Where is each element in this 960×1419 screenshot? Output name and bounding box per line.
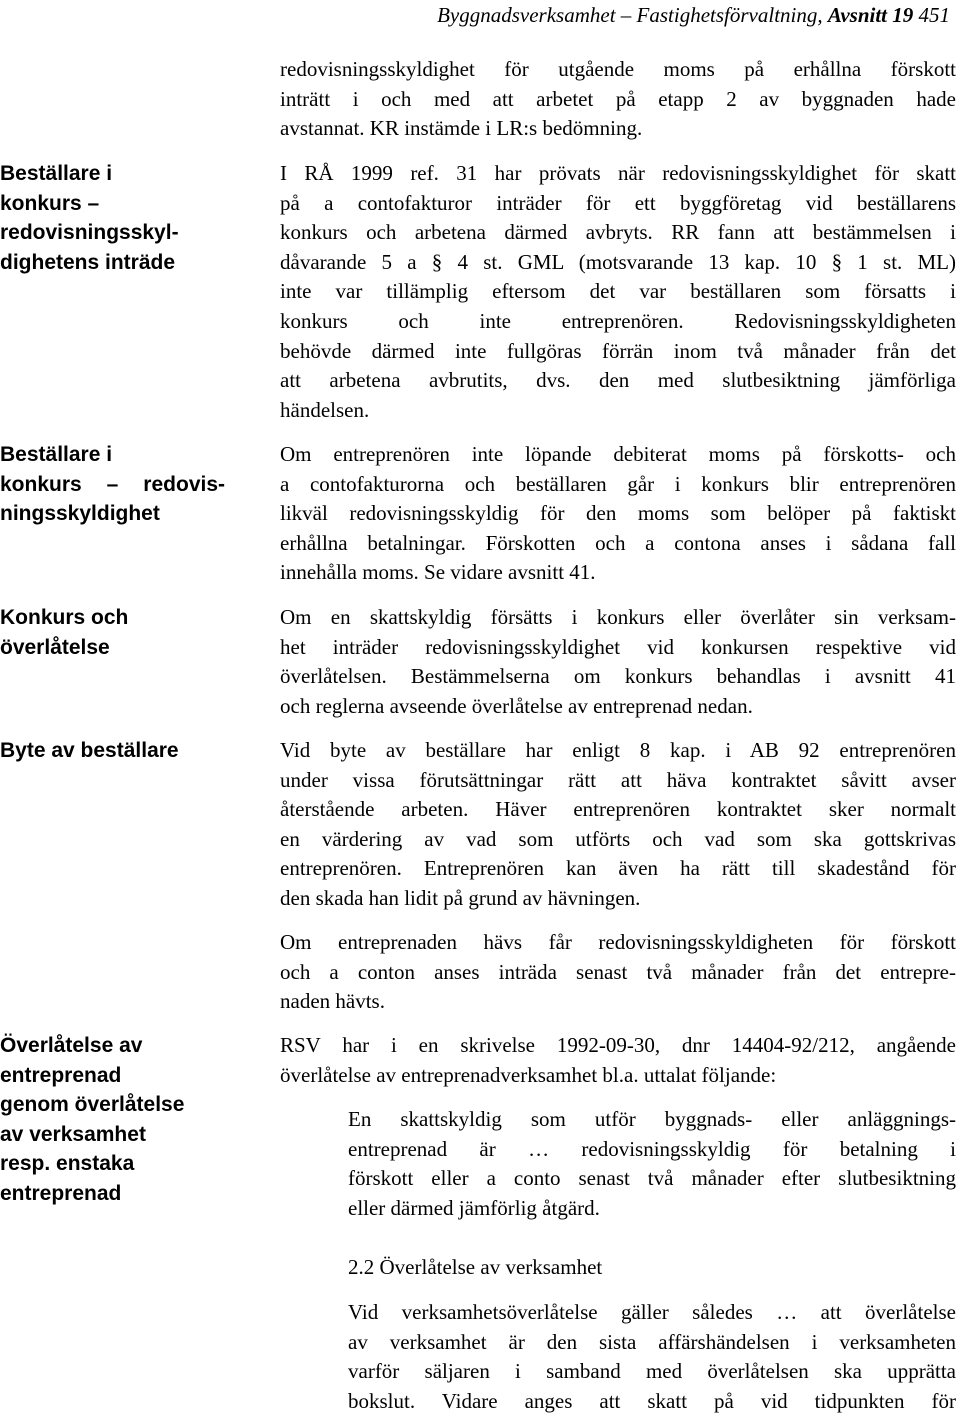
text-line: överlåtelsen. Bestämmelserna om konkurs behandlas i avsnitt 41: [280, 664, 956, 689]
text-line: en värdering av vad som utförts och vad som ska gottskrivas: [280, 826, 956, 851]
margin-note-line: entreprenad: [0, 1181, 122, 1205]
paragraph-continuation: [280, 55, 956, 144]
text-line: avstannat. KR instämde i LR:s bedömning.: [280, 116, 643, 141]
text-line: inträtt i och med att arbetet på etapp 2 av byggnaden hade: [280, 86, 956, 111]
text-line: och reglerna avseende överlåtelse av entreprenad nedan.: [280, 693, 753, 718]
margin-note-overlatelse-entreprenad: [0, 1031, 225, 1208]
quote-heading-line: 2.2 Överlåtelse av verksamhet: [348, 1255, 603, 1279]
margin-note-line: Konkurs och: [0, 606, 129, 629]
text-line: innehålla moms. Se vidare avsnitt 41.: [280, 560, 596, 585]
margin-note-line: av verksamhet: [0, 1122, 146, 1146]
quote-redovisningsskyldig: [348, 1105, 956, 1223]
text-line: att arbetena avbrutits, dvs. den med slutbesiktning jämförliga: [280, 368, 956, 393]
margin-note-line: konkurs –: [0, 191, 100, 215]
quote-section-heading: [348, 1253, 956, 1283]
quote-line: En skattskyldig som utför byggnads- eller anläggnings-: [348, 1107, 956, 1131]
text-line: konkurs och inte entreprenören. Redovisningsskyldigheten: [280, 308, 956, 333]
text-line: Om en skattskyldig försätts i konkurs eller överlåter sin verksam-: [280, 605, 956, 629]
margin-note-bestallare-konkurs-redovisning: [0, 440, 225, 529]
section-label: Avsnitt 19: [827, 3, 914, 27]
margin-note-line: entreprenad: [0, 1063, 122, 1087]
margin-note-line: Beställare i: [0, 162, 113, 185]
paragraph-entreprenor-moms: [280, 440, 956, 588]
paragraph-rsv-skrivelse: [280, 1031, 956, 1090]
text-line: överlåtelse av entreprenadverksamhet bl.a. uttalat följande:: [280, 1062, 777, 1087]
margin-note-line: dighetens inträde: [0, 250, 176, 274]
paragraph-entreprenad-havs: [280, 928, 956, 1017]
running-title: Byggnadsverksamhet – Fastighetsförvaltning,: [437, 3, 828, 27]
quote-line: bokslut. Vidare anges att skatt på vid tidpunkten för: [348, 1388, 956, 1413]
quote-line: av verksamhet är den sista affärshändelsen i verksamheten: [348, 1329, 956, 1354]
margin-note-line: Överlåtelse av: [0, 1034, 143, 1057]
text-line: a contofakturorna och beställaren går i konkurs blir entreprenören: [280, 471, 956, 496]
text-line: redovisningsskyldighet för utgående moms på erhållna förskott: [280, 57, 956, 81]
margin-note-line: redovisningsskyl-: [0, 221, 179, 244]
text-line: på a contofakturor inträder för ett byggföretag vid beställarens: [280, 190, 956, 215]
text-line: het inträder redovisningsskyldighet vid konkursen respektive vid: [280, 634, 956, 659]
text-line: I RÅ 1999 ref. 31 har prövats när redovisningsskyldighet för skatt: [280, 161, 956, 185]
text-line: Om entreprenaden hävs får redovisningsskyldigheten för förskott: [280, 930, 956, 954]
paragraph-konkurs-overlatelse: [280, 603, 956, 721]
margin-note-line: genom överlåtelse: [0, 1093, 185, 1116]
text-line: Vid byte av beställare har enligt 8 kap. i AB 92 entreprenören: [280, 738, 956, 762]
margin-note-line: resp. enstaka: [0, 1152, 135, 1175]
quote-line: Vid verksamhetsöverlåtelse gäller således … att överlåtelse: [348, 1300, 956, 1324]
text-line: den skada han lidit på grund av hävningen.: [280, 885, 641, 910]
margin-note-line: konkurs – redovis-: [0, 472, 225, 496]
text-line: behövde därmed inte fullgöras förrän inom två månader från det: [280, 338, 956, 363]
text-line: naden hävts.: [280, 989, 385, 1014]
text-line: erhållna betalningar. Förskotten och a contona anses i sådana fall: [280, 530, 956, 555]
text-line: under vissa förutsättningar rätt att häva kontraktet såvitt avser: [280, 767, 956, 792]
margin-note-line: Byte av beställare: [0, 739, 179, 762]
paragraph-ra-1999: [280, 159, 956, 425]
margin-note-konkurs-overlatelse: [0, 603, 225, 662]
margin-note-byte-av-bestallare: [0, 736, 225, 766]
margin-note-line: överlåtelse: [0, 635, 110, 659]
quote-line: eller därmed jämförlig åtgärd.: [348, 1195, 600, 1220]
text-line: återstående arbeten. Häver entreprenören kontraktet sker normalt: [280, 797, 956, 822]
page-number: 451: [913, 3, 950, 27]
quote-line: varför säljaren i samband med överlåtelsen ska upprätta: [348, 1359, 956, 1384]
quote-line: förskott eller a conto senast två månader efter slutbesiktning: [348, 1166, 956, 1191]
quote-verksamhetsoverlatelse: [348, 1298, 956, 1416]
text-line: likväl redovisningsskyldig för den moms som belöper på faktiskt: [280, 501, 956, 526]
paragraph-byte-av-bestallare: [280, 736, 956, 914]
margin-note-bestallare-konkurs-intrade: [0, 159, 225, 277]
margin-note-line: Beställare i: [0, 443, 113, 466]
margin-note-line: ningsskyldighet: [0, 502, 160, 525]
text-line: händelsen.: [280, 397, 370, 422]
text-line: Om entreprenören inte löpande debiterat moms på förskotts- och: [280, 442, 956, 466]
running-header: [437, 0, 950, 30]
text-line: inte var tillämplig eftersom det var beställaren som försatts i: [280, 279, 956, 304]
text-line: dåvarande 5 a § 4 st. GML (motsvarande 13 kap. 10 § 1 st. ML): [280, 249, 956, 274]
quote-line: entreprenad är … redovisningsskyldig för betalning i: [348, 1136, 956, 1161]
text-line: entreprenören. Entreprenören kan även ha rätt till skadestånd för: [280, 856, 956, 881]
text-line: RSV har i en skrivelse 1992-09-30, dnr 14404-92/212, angående: [280, 1033, 956, 1057]
text-line: och a conton anses inträda senast två månader från det entrepre-: [280, 959, 956, 984]
text-line: konkurs och arbetena därmed avbryts. RR fann att bestämmelsen i: [280, 220, 956, 245]
